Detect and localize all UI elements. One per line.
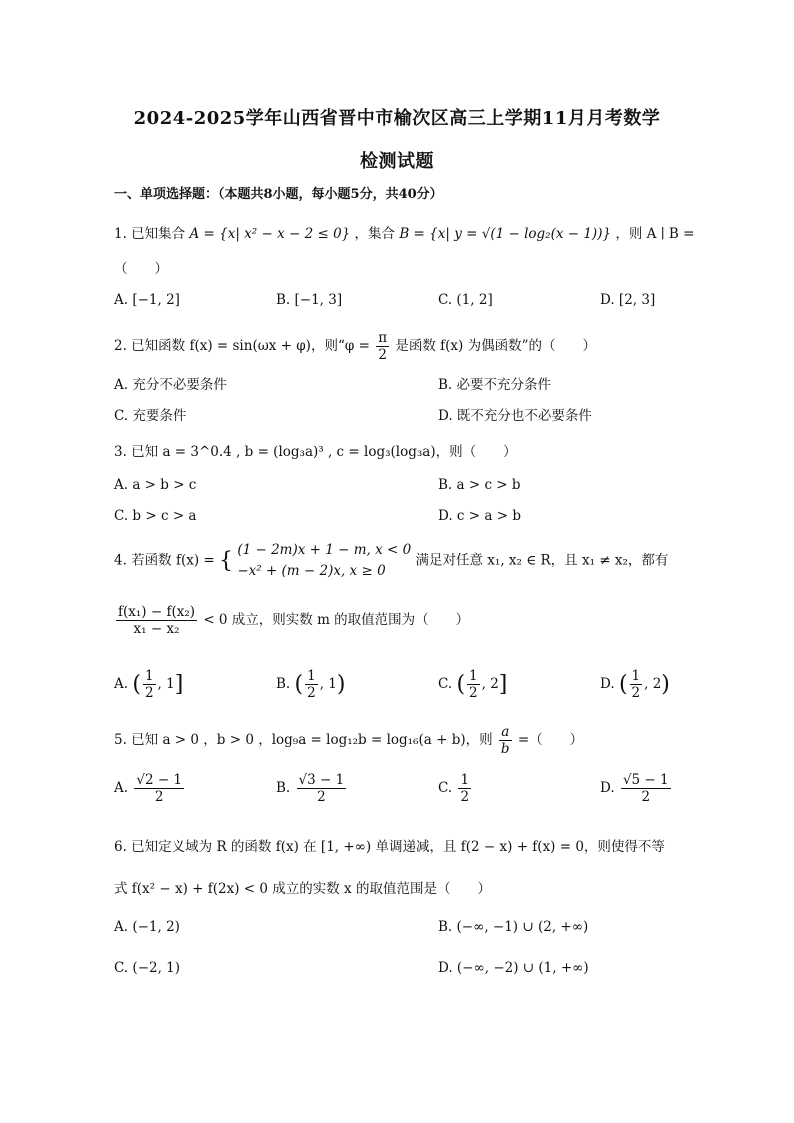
question-1-set-a: A = {x| x² − x − 2 ≤ 0} [189, 226, 351, 242]
frac-num: √2 − 1 [136, 772, 183, 788]
page-title: 2024-2025学年山西省晋中市榆次区高三上学期11月月考数学 [133, 108, 661, 129]
question-4-frac-den: x₁ − x₂ [133, 621, 180, 637]
question-5-stem [114, 724, 583, 757]
question-5-frac-den: b [500, 741, 510, 757]
question-5-text-a: 5. 已知 a > 0 ，b > 0 ，log₉a = log₁₂b = log₁₆(a + b)，则 [114, 732, 493, 748]
question-6-option-c: C. (−2, 1) [114, 960, 181, 976]
frac-num: 1 [144, 668, 154, 684]
frac-den: 2 [469, 685, 478, 701]
option-label: D. [600, 780, 615, 796]
option-label: C. [438, 780, 453, 796]
open-bracket: ( [456, 672, 466, 697]
question-3-option-b: B. a > c > b [438, 477, 521, 493]
open-bracket: ( [294, 672, 304, 697]
question-1-text-a: 1. 已知集合 [114, 226, 186, 242]
piecewise-cases [237, 540, 411, 582]
question-4-option-d [600, 668, 670, 701]
question-5-text-b: =（ ） [517, 732, 584, 748]
question-1-text-c: ，则 A ∣ B = [615, 226, 695, 242]
option-fraction [621, 772, 671, 805]
option-label: C. [438, 676, 453, 692]
question-2-text-b: 是函数 f(x) 为偶函数”的（ ） [395, 338, 597, 354]
close-bracket: ) [336, 672, 346, 697]
option-label: A. [114, 780, 129, 796]
frac-num: 1 [469, 668, 478, 684]
question-4-option-c [438, 668, 507, 701]
option-fraction [297, 772, 347, 805]
option-label: B. [276, 676, 291, 692]
question-1-option-a: A. [−1, 2] [114, 292, 180, 308]
option-fraction [134, 772, 184, 805]
question-4-condition [114, 604, 469, 637]
question-1-paren: （ ） [114, 261, 168, 277]
frac-den: 2 [307, 685, 316, 701]
question-1-option-d: D. [2, 3] [600, 292, 656, 308]
question-3-option-c: C. b > c > a [114, 508, 197, 524]
question-1-text-b: ，集合 [354, 226, 396, 242]
question-4-frac-num: f(x₁) − f(x₂) [118, 604, 196, 620]
frac-den: 2 [144, 685, 154, 701]
question-6-line-1: 6. 已知定义域为 R 的函数 f(x) 在 [1, +∞) 单调递减，且 f(2 − x) + f(x) = 0，则使得不等 [114, 839, 665, 855]
question-2-option-d: D. 既不充分也不必要条件 [438, 408, 592, 424]
question-2-frac-num: π [378, 330, 388, 346]
frac-den: 2 [317, 789, 326, 805]
question-2-fraction [376, 330, 389, 363]
frac-num: √3 − 1 [298, 772, 345, 788]
piecewise-brace: { [219, 548, 234, 574]
open-bracket: ( [132, 672, 141, 697]
option-label: A. [114, 676, 129, 692]
question-4-text-c: < 0 成立，则实数 m 的取值范围为（ ） [203, 612, 470, 628]
option-label: D. [600, 676, 615, 692]
question-1-stem [114, 222, 694, 242]
option-rest: , 1 [157, 676, 175, 692]
question-4-stem [114, 540, 668, 582]
option-rest: , 1 [319, 676, 337, 692]
frac-den: 2 [460, 789, 470, 805]
close-bracket: ] [174, 672, 184, 697]
option-label: B. [276, 780, 291, 796]
question-5-fraction [499, 724, 512, 757]
question-3-option-d: D. c > a > b [438, 508, 521, 524]
question-6-line-2: 式 f(x² − x) + f(2x) < 0 成立的实数 x 的取值范围是（ ） [114, 881, 491, 897]
frac-num: 1 [460, 772, 470, 788]
question-2-text-a: 2. 已知函数 f(x) = sin(ωx + φ)，则“φ = [114, 338, 375, 354]
close-bracket: ) [661, 672, 670, 697]
frac-den: 2 [631, 685, 641, 701]
frac-den: 2 [641, 789, 651, 805]
frac-den: 2 [154, 789, 164, 805]
question-3-stem: 3. 已知 a = 3^0.4 , b = (log₃a)³ , c = log₃(log₃a)，则（ ） [114, 444, 517, 460]
section-heading: 一、单项选择题：（本题共8小题，每小题5分，共40分） [114, 187, 443, 202]
question-6-option-d: D. (−∞, −2) ∪ (1, +∞) [438, 960, 589, 976]
question-5-option-d [600, 772, 673, 805]
question-2-frac-den: 2 [378, 347, 387, 363]
question-5-option-a [114, 772, 186, 805]
question-2-option-b: B. 必要不充分条件 [438, 377, 552, 393]
question-2-option-a: A. 充分不必要条件 [114, 377, 227, 393]
question-4-text-b: 满足对任意 x₁, x₂ ∈ R，且 x₁ ≠ x₂，都有 [415, 552, 669, 569]
option-fraction [143, 668, 156, 701]
question-4-fraction [116, 604, 197, 637]
question-4-option-a [114, 668, 183, 701]
question-4-option-b [276, 668, 345, 701]
question-4-text-a: 4. 若函数 f(x) = [114, 552, 215, 569]
option-fraction [305, 668, 318, 701]
piecewise-case-1: (1 − 2m)x + 1 − m, x < 0 [237, 542, 412, 558]
piecewise-case-2: −x² + (m − 2)x, x ≥ 0 [237, 563, 386, 579]
question-3-option-a: A. a > b > c [114, 477, 197, 493]
question-5-option-b [276, 772, 348, 805]
frac-num: 1 [631, 668, 641, 684]
question-1-set-b: B = {x| y = √(1 − log₂(x − 1))} [399, 226, 612, 242]
frac-num: √5 − 1 [622, 772, 669, 788]
question-5-frac-num: a [499, 724, 512, 741]
frac-num: 1 [307, 668, 316, 684]
option-rest: , 2 [481, 676, 499, 692]
question-1-option-c: C. (1, 2] [438, 292, 493, 308]
option-fraction [458, 772, 471, 805]
question-6-option-b: B. (−∞, −1) ∪ (2, +∞) [438, 919, 589, 935]
close-bracket: ] [498, 672, 508, 697]
question-5-option-c [438, 772, 473, 805]
option-fraction [630, 668, 643, 701]
question-2-stem [114, 330, 596, 363]
page-subtitle: 检测试题 [360, 151, 434, 172]
option-fraction [467, 668, 480, 701]
option-rest: , 2 [644, 676, 662, 692]
open-bracket: ( [618, 672, 628, 697]
question-6-option-a: A. (−1, 2) [114, 919, 180, 935]
question-2-option-c: C. 充要条件 [114, 408, 187, 424]
question-1-option-b: B. [−1, 3] [276, 292, 343, 308]
